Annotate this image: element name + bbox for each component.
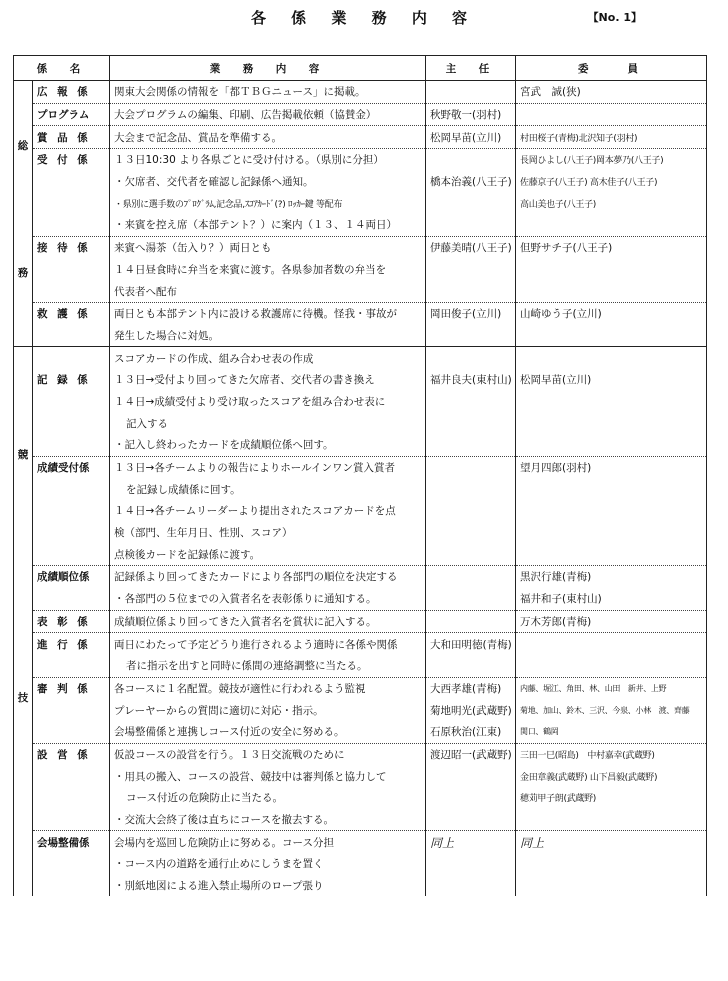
role-cell <box>33 280 110 302</box>
member-cell: 但野サチ子(八王子) <box>516 236 707 258</box>
chief-cell <box>426 192 516 214</box>
role-cell <box>33 787 110 809</box>
role-cell: 成績受付係 <box>33 456 110 478</box>
role-cell: 成績順位係 <box>33 566 110 588</box>
chief-cell: 秋野敬一(羽村) <box>426 103 516 126</box>
member-cell: 同上 <box>516 831 707 853</box>
chief-cell <box>426 434 516 456</box>
chief-cell <box>426 787 516 809</box>
table-row <box>14 743 707 765</box>
member-cell: 村田桜子(青梅)北沢知子(羽村) <box>516 126 707 149</box>
header-role: 係 名 <box>14 56 110 81</box>
chief-cell <box>426 412 516 434</box>
table-row <box>14 522 707 544</box>
role-cell <box>33 325 110 347</box>
member-cell: 内藤、堀江、角田、林、山田 新井、上野 <box>516 677 707 699</box>
chief-cell <box>426 566 516 588</box>
task-cell: 記録係より回ってきたカードにより各部門の順位を決定する <box>110 566 426 588</box>
role-cell <box>33 478 110 500</box>
member-cell: 関口、鶴岡 <box>516 721 707 743</box>
header-chief: 主 任 <box>426 56 516 81</box>
table-row <box>14 192 707 214</box>
member-cell <box>516 522 707 544</box>
task-cell: ・来賓を控え席（本部テント？）に案内（１３、１４両日） <box>110 214 426 236</box>
table-row <box>14 302 707 324</box>
member-cell: 長岡ひよし(八王子)岡本夢乃(八王子) <box>516 149 707 171</box>
table-row <box>14 543 707 565</box>
task-cell: スコアカードの作成、組み合わせ表の作成 <box>110 347 426 369</box>
chief-cell <box>426 259 516 281</box>
chief-cell <box>426 543 516 565</box>
task-cell: 仮設コースの設営を行う。１３日交流戦のために <box>110 743 426 765</box>
table-row <box>14 566 707 588</box>
chief-cell <box>426 765 516 787</box>
task-cell: 両日とも本部テント内に設ける救護席に待機。怪我・事故が <box>110 302 426 324</box>
role-cell: 会場整備係 <box>33 831 110 853</box>
member-cell <box>516 280 707 302</box>
table-row <box>14 347 707 369</box>
table-row <box>14 81 707 104</box>
chief-cell: 大和田明徳(青梅) <box>426 633 516 655</box>
chief-cell <box>426 500 516 522</box>
chief-cell <box>426 280 516 302</box>
chief-cell <box>426 875 516 897</box>
table-row <box>14 126 707 149</box>
role-cell <box>33 391 110 413</box>
member-cell <box>516 325 707 347</box>
table-row <box>14 280 707 302</box>
role-cell <box>33 214 110 236</box>
member-cell: 金田章義(武蔵野) 山下昌毅(武蔵野) <box>516 765 707 787</box>
role-cell <box>33 522 110 544</box>
task-cell: 成績順位係より回ってきた入賞者名を賞状に記入する。 <box>110 610 426 633</box>
member-cell <box>516 478 707 500</box>
role-cell <box>33 171 110 193</box>
table-row <box>14 103 707 126</box>
section-label-somu: 総 務 <box>14 81 33 347</box>
chief-cell: 同上 <box>426 831 516 853</box>
role-cell <box>33 259 110 281</box>
role-cell <box>33 699 110 721</box>
task-cell: ・記入し終わったカードを成績順位係へ回す。 <box>110 434 426 456</box>
header-task: 業 務 内 容 <box>110 56 426 81</box>
role-cell <box>33 853 110 875</box>
role-cell <box>33 434 110 456</box>
member-cell <box>516 214 707 236</box>
member-cell: 山崎ゆう子(立川) <box>516 302 707 324</box>
role-cell: 賞 品 係 <box>33 126 110 149</box>
chief-cell <box>426 522 516 544</box>
task-cell: ・別紙地図による進入禁止場所のロープ張り <box>110 875 426 897</box>
chief-cell <box>426 391 516 413</box>
chief-cell <box>426 853 516 875</box>
chief-cell <box>426 610 516 633</box>
member-cell <box>516 434 707 456</box>
chief-cell <box>426 456 516 478</box>
role-cell <box>33 809 110 831</box>
task-cell: ・欠席者、交代者を確認し記録係へ通知。 <box>110 171 426 193</box>
duties-table <box>13 55 707 896</box>
role-cell: プログラム <box>33 103 110 126</box>
document-number: 【No. 1】 <box>587 11 642 24</box>
chief-cell <box>426 81 516 104</box>
member-cell <box>516 633 707 655</box>
member-cell: 福井和子(東村山) <box>516 588 707 610</box>
table-row <box>14 588 707 610</box>
table-row <box>14 236 707 258</box>
chief-cell: 岡田俊子(立川) <box>426 302 516 324</box>
header-member: 委 員 <box>516 56 707 81</box>
task-cell: プレーヤーからの質問に適切に対応・指示。 <box>110 699 426 721</box>
table-row <box>14 721 707 743</box>
member-cell: 万木芳郎(青梅) <box>516 610 707 633</box>
role-cell <box>33 721 110 743</box>
table-row <box>14 391 707 413</box>
role-cell: 審 判 係 <box>33 677 110 699</box>
role-cell <box>33 500 110 522</box>
role-cell: 接 待 係 <box>33 236 110 258</box>
task-cell: １４日昼食時に弁当を来賓に渡す。各県参加者数の弁当を <box>110 259 426 281</box>
member-cell <box>516 809 707 831</box>
member-cell: 穂苅甲子朗(武蔵野) <box>516 787 707 809</box>
task-cell: ・県別に選手数のﾌﾟﾛｸﾞﾗﾑ,記念品,ｽｺｱｶｰﾄﾞ(?) ﾛｯｶｰ鍵 等配布 <box>110 192 426 214</box>
chief-cell: 伊藤美晴(八王子) <box>426 236 516 258</box>
member-cell <box>516 853 707 875</box>
task-cell: １４日→成績受付より受け取ったスコアを組み合わせ表に <box>110 391 426 413</box>
table-row <box>14 677 707 699</box>
member-cell: 佐藤京子(八王子) 高木佳子(八王子) <box>516 171 707 193</box>
task-cell: 関東大会関係の情報を「都ＴＢＧニュース」に掲載。 <box>110 81 426 104</box>
chief-cell: 福井良夫(東村山) <box>426 369 516 391</box>
role-cell: 設 営 係 <box>33 743 110 765</box>
member-cell: 望月四郎(羽村) <box>516 456 707 478</box>
role-cell: 表 彰 係 <box>33 610 110 633</box>
task-cell: ・コース内の道路を通行止めにしうまを置く <box>110 853 426 875</box>
table-row <box>14 149 707 171</box>
task-cell: 記入する <box>110 412 426 434</box>
chief-cell <box>426 588 516 610</box>
task-cell: １３日→受付より回ってきた欠席者、交代者の書き換え <box>110 369 426 391</box>
table-row <box>14 434 707 456</box>
member-cell: 黒沢行雄(青梅) <box>516 566 707 588</box>
role-cell <box>33 347 110 369</box>
task-cell: １３日→各チームよりの報告によりホールインワン賞入賞者 <box>110 456 426 478</box>
task-cell: コース付近の危険防止に当たる。 <box>110 787 426 809</box>
role-cell: 記 録 係 <box>33 369 110 391</box>
chief-cell <box>426 325 516 347</box>
table-row <box>14 699 707 721</box>
member-cell <box>516 391 707 413</box>
table-row <box>14 412 707 434</box>
member-cell <box>516 259 707 281</box>
task-cell: を記録し成績係に回す。 <box>110 478 426 500</box>
chief-cell <box>426 809 516 831</box>
chief-cell: 橋本治義(八王子) <box>426 171 516 193</box>
table-header-row <box>14 56 707 81</box>
chief-cell <box>426 347 516 369</box>
table-row <box>14 456 707 478</box>
task-cell: 代表者へ配布 <box>110 280 426 302</box>
role-cell: 広 報 係 <box>33 81 110 104</box>
table-row <box>14 610 707 633</box>
chief-cell <box>426 478 516 500</box>
task-cell: ・各部門の５位までの入賞者名を表彰係りに通知する。 <box>110 588 426 610</box>
table-row <box>14 325 707 347</box>
task-cell: １４日→各チームリーダーより提出されたスコアカードを点 <box>110 500 426 522</box>
chief-cell: 石原秋治(江東) <box>426 721 516 743</box>
chief-cell: 松岡早苗(立川) <box>426 126 516 149</box>
table-row <box>14 875 707 897</box>
member-cell <box>516 347 707 369</box>
role-cell <box>33 588 110 610</box>
member-cell <box>516 412 707 434</box>
table-row <box>14 500 707 522</box>
member-cell: 菊地、加山、鈴木、三沢、今泉、小林 渡、齊藤 <box>516 699 707 721</box>
table-row <box>14 765 707 787</box>
table-row <box>14 831 707 853</box>
role-cell <box>33 875 110 897</box>
table-row <box>14 369 707 391</box>
table-row <box>14 655 707 677</box>
task-cell: 発生した場合に対処。 <box>110 325 426 347</box>
table-row <box>14 633 707 655</box>
table-row <box>14 259 707 281</box>
table-row <box>14 478 707 500</box>
chief-cell <box>426 149 516 171</box>
table-row <box>14 853 707 875</box>
table-row <box>14 214 707 236</box>
role-cell <box>33 543 110 565</box>
role-cell: 受 付 係 <box>33 149 110 171</box>
task-cell: 点検後カードを記録係に渡す。 <box>110 543 426 565</box>
task-cell: 来賓へ湯茶（缶入り？）両日とも <box>110 236 426 258</box>
task-cell: １３日10:30 より各県ごとに受け付ける。（県別に分担） <box>110 149 426 171</box>
task-cell: ・交流大会終了後は直ちにコースを撤去する。 <box>110 809 426 831</box>
role-cell <box>33 412 110 434</box>
role-cell: 進 行 係 <box>33 633 110 655</box>
task-cell: 両日にわたって予定どうり進行されるよう適時に各係や関係 <box>110 633 426 655</box>
role-cell: 救 護 係 <box>33 302 110 324</box>
chief-cell: 大西孝雄(青梅) <box>426 677 516 699</box>
member-cell: 宮武 誠(狭) <box>516 81 707 104</box>
task-cell: 会場整備係と連携しコース付近の安全に努める。 <box>110 721 426 743</box>
member-cell: 高山美也子(八王子) <box>516 192 707 214</box>
member-cell: 松岡早苗(立川) <box>516 369 707 391</box>
role-cell <box>33 765 110 787</box>
chief-cell <box>426 655 516 677</box>
task-cell: 大会プログラムの編集、印刷、広告掲載依頼（協賛金） <box>110 103 426 126</box>
member-cell <box>516 543 707 565</box>
table-row <box>14 171 707 193</box>
task-cell: ・用具の搬入、コースの設営、競技中は審判係と協力して <box>110 765 426 787</box>
member-cell <box>516 103 707 126</box>
chief-cell: 渡辺昭一(武蔵野) <box>426 743 516 765</box>
member-cell <box>516 875 707 897</box>
task-cell: 検（部門、生年月日、性別、スコア） <box>110 522 426 544</box>
task-cell: 会場内を巡回し危険防止に努める。コース分担 <box>110 831 426 853</box>
role-cell <box>33 192 110 214</box>
task-cell: 者に指示を出すと同時に係間の連絡調整に当たる。 <box>110 655 426 677</box>
document-title: 各 係 業 務 内 容 <box>250 9 478 27</box>
section-label-kyogi: 競 技 <box>14 347 33 897</box>
chief-cell: 菊地明光(武蔵野) <box>426 699 516 721</box>
task-cell: 大会まで記念品、賞品を準備する。 <box>110 126 426 149</box>
table-row <box>14 809 707 831</box>
member-cell <box>516 655 707 677</box>
chief-cell <box>426 214 516 236</box>
task-cell: 各コースに１名配置。競技が適性に行われるよう監視 <box>110 677 426 699</box>
table-row <box>14 787 707 809</box>
member-cell: 三田一巳(昭島) 中村嘉幸(武蔵野) <box>516 743 707 765</box>
role-cell <box>33 655 110 677</box>
member-cell <box>516 500 707 522</box>
